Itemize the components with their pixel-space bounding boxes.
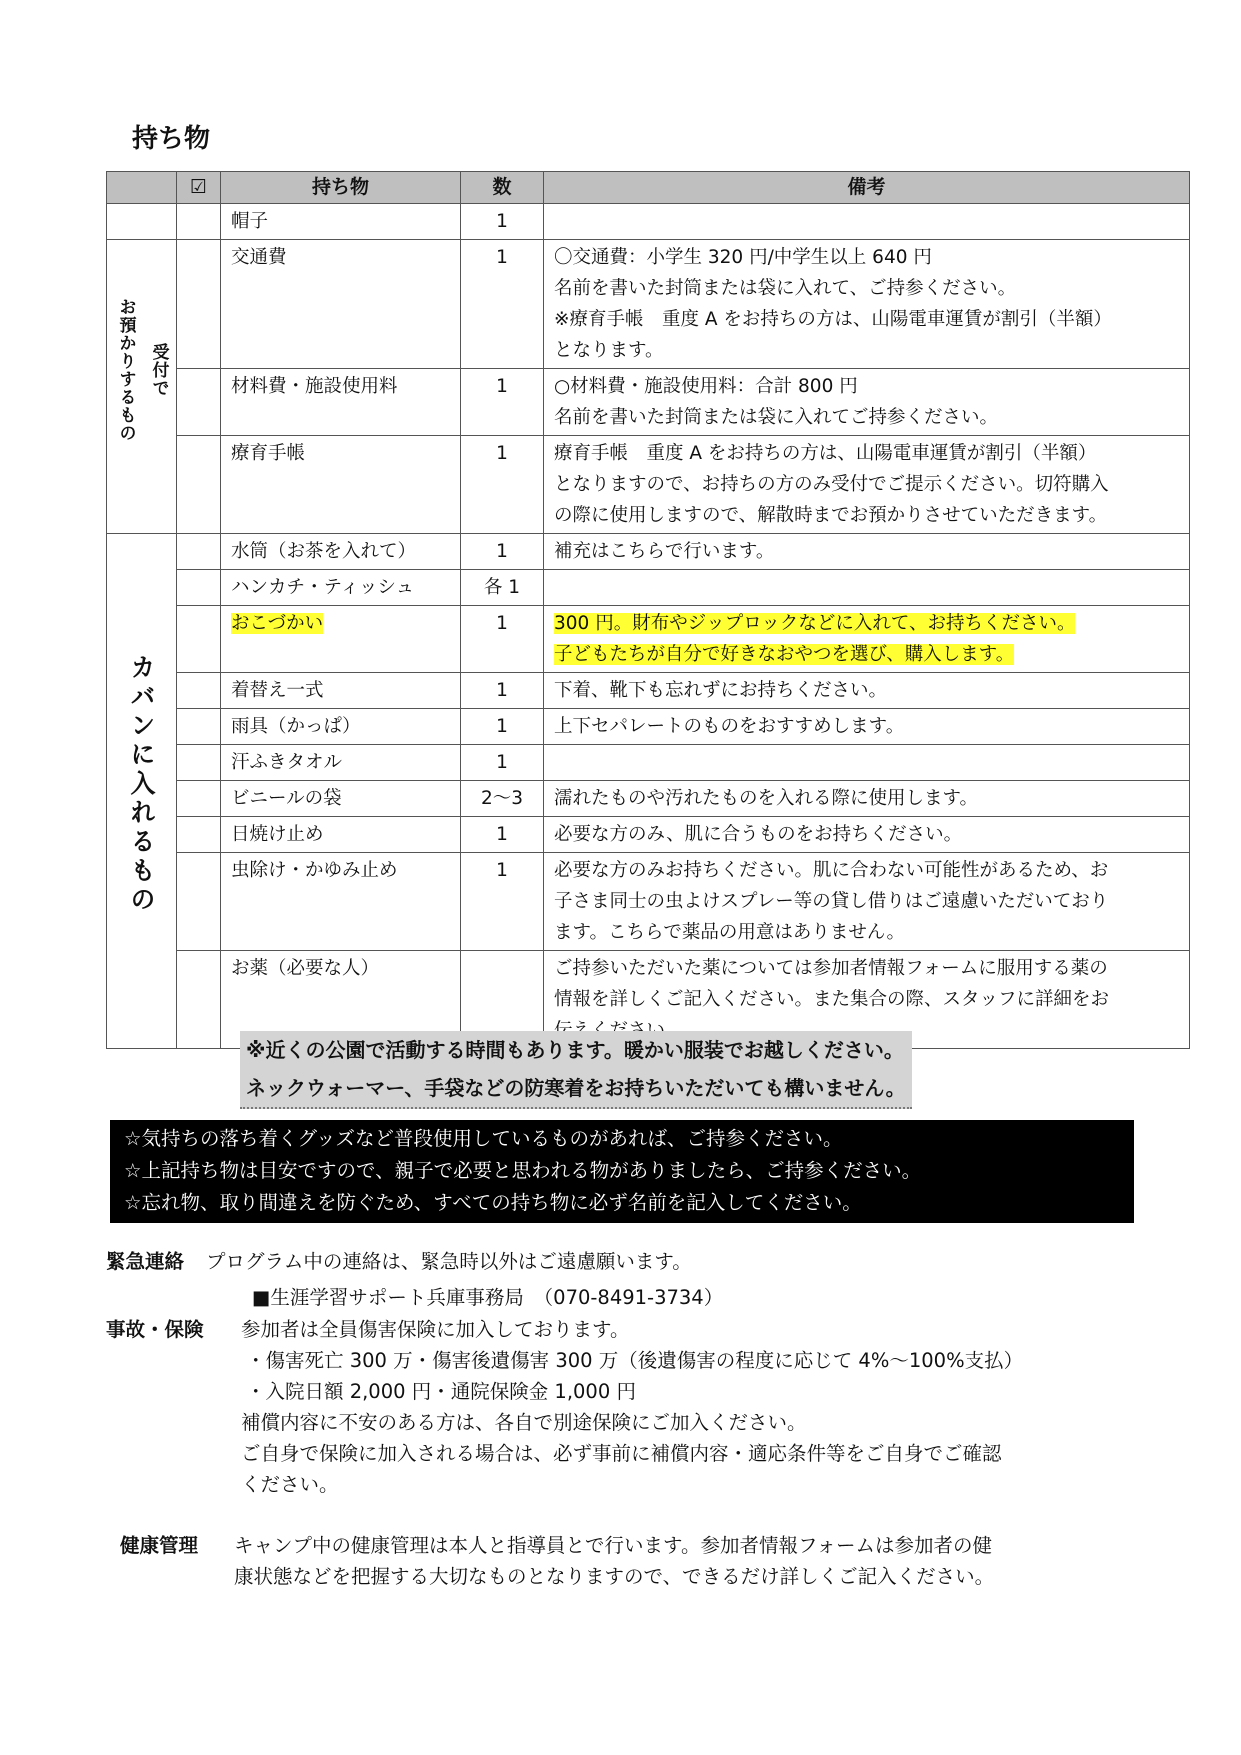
group-label-reception-2: お預かりするもの — [115, 298, 136, 442]
note-cell — [544, 817, 1190, 853]
table-row — [107, 673, 1190, 709]
note-line: 補充はこちらで行います。 — [554, 541, 775, 562]
emergency-text: プログラム中の連絡は、緊急時以外はご遠慮願います。 — [206, 1250, 692, 1273]
warm-clothes-notice — [240, 1031, 912, 1109]
note-cell — [544, 853, 1190, 951]
insurance-line: 補償内容に不安のある方は、各自で別途保険にご加入ください。 — [241, 1411, 807, 1434]
table-header-row — [107, 172, 1190, 204]
group-cell-reception — [107, 240, 177, 534]
emergency-section — [106, 1246, 692, 1277]
notice-line: ネックウォーマー、手袋などの防寒着をお持ちいただいても構いません。 — [240, 1069, 912, 1109]
note-cell — [544, 534, 1190, 570]
note-line: 名前を書いた封筒または袋に入れてご持参ください。 — [554, 407, 999, 428]
note-cell — [544, 606, 1190, 673]
item-cell: 材料費・施設使用料 — [221, 369, 461, 436]
count-cell: 1 — [461, 745, 544, 781]
note-line: の際に使用しますので、解散時までお預かりさせていただきます。 — [554, 505, 1108, 526]
header-group — [107, 172, 177, 204]
count-cell: 1 — [461, 240, 544, 369]
table-row — [107, 240, 1190, 369]
note-line: 下着、靴下も忘れずにお持ちください。 — [554, 680, 888, 701]
insurance-line: 参加者は全員傷害保険に加入しております。 — [241, 1318, 630, 1341]
count-cell: 1 — [461, 369, 544, 436]
note-line: となります。 — [554, 340, 664, 361]
header-item: 持ち物 — [221, 172, 461, 204]
table-row — [107, 369, 1190, 436]
check-cell[interactable] — [177, 369, 221, 436]
count-cell: 1 — [461, 436, 544, 534]
check-cell[interactable] — [177, 606, 221, 673]
table-row — [107, 570, 1190, 606]
check-cell[interactable] — [177, 240, 221, 369]
note-line: となりますので、お持ちの方のみ受付でご提示ください。切符購入 — [554, 474, 1109, 495]
note-line: ます。こちらで薬品の用意はありません。 — [554, 922, 905, 943]
item-cell: 交通費 — [221, 240, 461, 369]
note-line-highlight: 300 円。財布やジップロックなどに入れて、お持ちください。 — [554, 613, 1076, 634]
note-cell — [544, 570, 1190, 606]
insurance-line: ください。 — [241, 1473, 339, 1496]
note-line: 療育手帳 重度 A をお持ちの方は、山陽電車運賃が割引（半額） — [554, 443, 1097, 464]
header-note: 備考 — [544, 172, 1190, 204]
insurance-text — [241, 1314, 1023, 1500]
check-cell[interactable] — [177, 817, 221, 853]
check-cell[interactable] — [177, 673, 221, 709]
note-cell — [544, 745, 1190, 781]
note-cell — [544, 781, 1190, 817]
note-line: 子さま同士の虫よけスプレー等の貸し借りはご遠慮いただいており — [554, 891, 1109, 912]
note-line: 濡れたものや汚れたものを入れる際に使用します。 — [554, 788, 979, 809]
check-cell[interactable] — [177, 436, 221, 534]
check-cell[interactable] — [177, 951, 221, 1049]
check-cell[interactable] — [177, 745, 221, 781]
note-line: 必要な方のみ、肌に合うものをお持ちください。 — [554, 824, 963, 845]
count-cell: 1 — [461, 204, 544, 240]
check-cell[interactable] — [177, 709, 221, 745]
tips-box — [110, 1120, 1134, 1223]
note-line: 名前を書いた封筒または袋に入れて、ご持参ください。 — [554, 278, 1017, 299]
check-cell[interactable] — [177, 853, 221, 951]
table-row — [107, 204, 1190, 240]
note-line: ※療育手帳 重度 A をお持ちの方は、山陽電車運賃が割引（半額） — [554, 309, 1112, 330]
note-cell — [544, 673, 1190, 709]
note-cell — [544, 204, 1190, 240]
header-check: ☑ — [177, 172, 221, 204]
emergency-label: 緊急連絡 — [106, 1250, 185, 1273]
group-label-bag: カバンに入れるもの — [127, 654, 156, 915]
count-cell: 1 — [461, 606, 544, 673]
table-row — [107, 745, 1190, 781]
count-cell: 1 — [461, 534, 544, 570]
items-table — [106, 171, 1190, 1049]
item-cell: 日焼け止め — [221, 817, 461, 853]
emergency-contact: ■生涯学習サポート兵庫事務局 （070-8491-3734） — [252, 1286, 724, 1309]
header-count: 数 — [461, 172, 544, 204]
item-cell: お薬（必要な人） — [221, 951, 461, 1049]
tip-line: ☆上記持ち物は目安ですので、親子で必要と思われる物がありましたら、ご持参ください。 — [124, 1159, 922, 1182]
page-title: 持ち物 — [132, 124, 211, 154]
table-row — [107, 606, 1190, 673]
item-highlight: おこづかい — [231, 613, 324, 634]
item-cell: ハンカチ・ティッシュ — [221, 570, 461, 606]
item-cell: 虫除け・かゆみ止め — [221, 853, 461, 951]
health-text — [234, 1530, 994, 1592]
table-row — [107, 781, 1190, 817]
note-line: ご持参いただいた薬については参加者情報フォームに服用する薬の — [554, 958, 1108, 979]
item-cell: 帽子 — [221, 204, 461, 240]
count-cell: 1 — [461, 673, 544, 709]
item-cell: 雨具（かっぱ） — [221, 709, 461, 745]
item-cell — [221, 606, 461, 673]
count-cell: 各 1 — [461, 570, 544, 606]
insurance-label: 事故・保険 — [106, 1318, 204, 1341]
count-cell: 2〜3 — [461, 781, 544, 817]
check-cell[interactable] — [177, 534, 221, 570]
note-line: 必要な方のみお持ちください。肌に合わない可能性があるため、お — [554, 860, 1109, 881]
check-cell[interactable] — [177, 570, 221, 606]
group-empty-cell — [107, 204, 177, 240]
check-cell[interactable] — [177, 781, 221, 817]
item-cell: 汗ふきタオル — [221, 745, 461, 781]
note-line: 〇交通費：小学生 320 円/中学生以上 640 円 — [554, 247, 932, 268]
note-line-highlight: 子どもたちが自分で好きなおやつを選び、購入します。 — [554, 644, 1015, 665]
note-line: 上下セパレートのものをおすすめします。 — [554, 716, 905, 737]
note-cell — [544, 709, 1190, 745]
note-cell — [544, 436, 1190, 534]
group-cell-bag — [107, 534, 177, 1049]
insurance-line: ご自身で保険に加入される場合は、必ず事前に補償内容・適応条件等をご自身でご確認 — [241, 1442, 1002, 1465]
table-row — [107, 709, 1190, 745]
note-line: 情報を詳しくご記入ください。また集合の際、スタッフに詳細をお — [554, 989, 1110, 1010]
item-cell: ビニールの袋 — [221, 781, 461, 817]
note-cell — [544, 240, 1190, 369]
table-row — [107, 853, 1190, 951]
notice-line: ※近くの公園で活動する時間もあります。暖かい服装でお越しください。 — [240, 1031, 912, 1069]
note-line: ○材料費・施設使用料：合計 800 円 — [554, 376, 858, 397]
note-cell — [544, 369, 1190, 436]
health-line: 康状態などを把握する大切なものとなりますので、できるだけ詳しくご記入ください。 — [234, 1565, 995, 1588]
count-cell: 1 — [461, 709, 544, 745]
item-cell: 水筒（お茶を入れて） — [221, 534, 461, 570]
health-line: キャンプ中の健康管理は本人と指導員とで行います。参加者情報フォームは参加者の健 — [234, 1534, 992, 1557]
check-cell[interactable] — [177, 204, 221, 240]
table-row — [107, 436, 1190, 534]
item-cell: 療育手帳 — [221, 436, 461, 534]
table-row — [107, 534, 1190, 570]
group-label-reception-1: 受付で — [148, 343, 169, 397]
insurance-line: ・傷害死亡 300 万・傷害後遺傷害 300 万（後遺傷害の程度に応じて 4%～100%支払） — [246, 1349, 1024, 1372]
tip-line: ☆気持ちの落ち着くグッズなど普段使用しているものがあれば、ご持参ください。 — [124, 1127, 843, 1150]
count-cell: 1 — [461, 853, 544, 951]
health-label: 健康管理 — [120, 1534, 199, 1557]
tip-line: ☆忘れ物、取り間違えを防ぐため、すべての持ち物に必ず名前を記入してください。 — [124, 1191, 862, 1214]
count-cell: 1 — [461, 817, 544, 853]
insurance-line: ・入院日額 2,000 円・通院保険金 1,000 円 — [246, 1380, 636, 1403]
item-cell: 着替え一式 — [221, 673, 461, 709]
table-row — [107, 817, 1190, 853]
